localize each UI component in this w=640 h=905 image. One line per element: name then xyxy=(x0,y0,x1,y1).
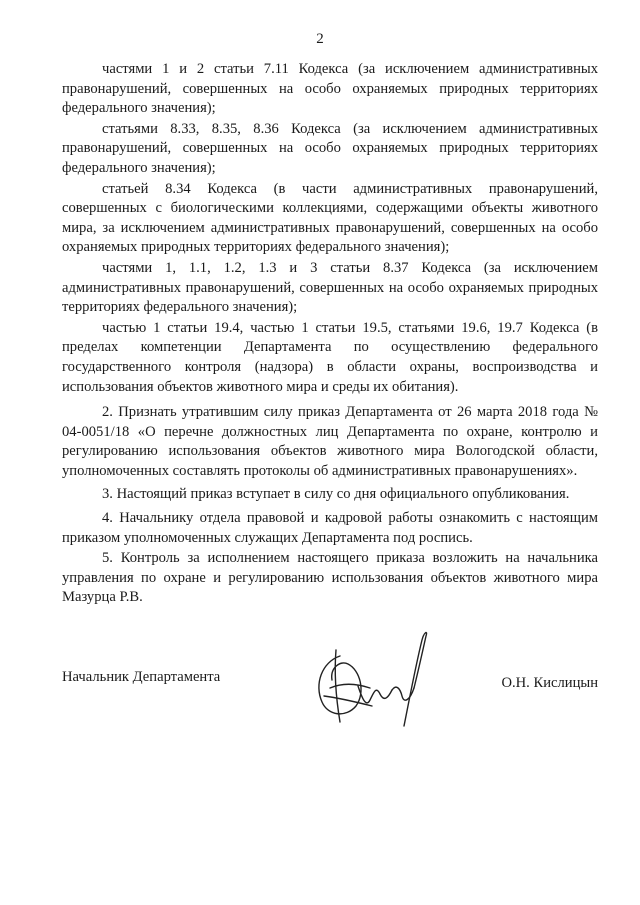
signature-block xyxy=(62,664,598,704)
paragraph-article-8-34: статьей 8.34 Кодекса (в части административных правонарушений, совершенных с биологическими коллекциями, содержащими объекты животного мира, за исключением административных правонарушений, совершенных на особо охраняемых природных территориях федерального значения); xyxy=(62,180,598,256)
paragraph-article-8-37: частями 1, 1.1, 1.2, 1.3 и 3 статьи 8.37 Кодекса (за исключением административных правонарушений, совершенных на особо охраняемых природных территориях федерального значения); xyxy=(62,259,598,316)
signatory-name: О.Н. Кислицын xyxy=(501,675,598,691)
paragraph-item-2: 2. Признать утратившим силу приказ Департамента от 26 марта 2018 года № 04-0051/18 «О перечне должностных лиц Департамента по охране, контролю и регулированию использования объектов животного мира Вологодской области, уполномоченных составлять протоколы об административных правонарушениях». xyxy=(62,404,598,479)
paragraph-articles-8-33-8-35-8-36: статьями 8.33, 8.35, 8.36 Кодекса (за исключением административных правонарушений, совершенных на особо охраняемых природных территориях федерального значения); xyxy=(62,120,598,176)
signatory-title: Начальник Департамента xyxy=(62,669,221,685)
document-body xyxy=(62,60,598,608)
paragraph-item-5: 5. Контроль за исполнением настоящего приказа возложить на начальника управления по охране и регулированию использования объектов животного мира Мазурца Р.В. xyxy=(62,550,598,606)
paragraph-item-3: 3. Настоящий приказ вступает в силу со дня официального опубликования. xyxy=(102,486,570,503)
paragraph-item-4: 4. Начальнику отдела правовой и кадровой работы ознакомить с настоящим приказом уполномоченных служащих Департамента под роспись. xyxy=(62,510,598,546)
page-number: 2 xyxy=(316,31,324,47)
paragraph-article-7-11: частями 1 и 2 статьи 7.11 Кодекса (за исключением административных правонарушений, совершенных на особо охраняемых природных территориях федерального значения); xyxy=(62,61,598,117)
paragraph-articles-19: частью 1 статьи 19.4, частью 1 статьи 19.5, статьями 19.6, 19.7 Кодекса (в пределах компетенции Департамента по осуществлению федерального государственного контроля (надзора) в области охраны, воспроизводства и использования объектов животного мира и среды их обитания). xyxy=(62,319,598,395)
